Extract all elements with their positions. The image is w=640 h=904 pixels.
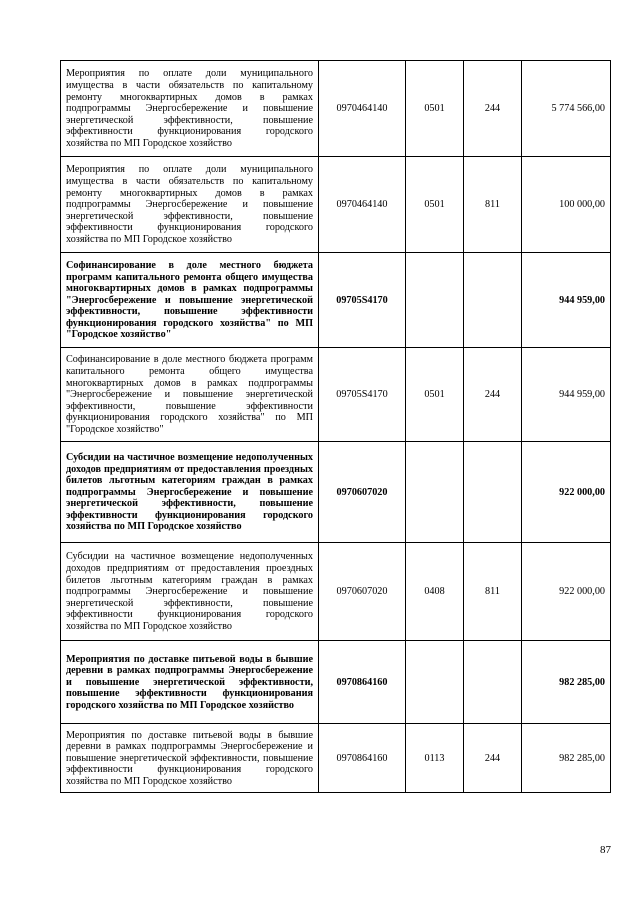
table-row <box>61 61 611 157</box>
expense-type-cell: 244 <box>464 348 522 442</box>
section-code-cell <box>406 641 464 724</box>
table-row <box>61 253 611 348</box>
target-code-cell: 0970864160 <box>319 724 406 793</box>
section-code-cell: 0501 <box>406 61 464 157</box>
expense-name-cell: Мероприятия по оплате доли муниципального имущества в части обязательств по капитальному ремонту многоквартирных домов в рамках подпрограммы Энергосбережение и повышение энергетической эффективности, повышение эффективности функционирования городского хозяйства по МП Городское хозяйство <box>61 61 319 157</box>
target-code-cell: 0970464140 <box>319 61 406 157</box>
page-number: 87 <box>600 844 611 856</box>
expense-name-cell: Софинансирование в доле местного бюджета программ капитального ремонта общего имущества многоквартирных домов в рамках подпрограммы "Энергосбережение и повышение энергетической эффективности, повышение эффективности функционирования городского хозяйства" по МП "Городское хозяйство" <box>61 348 319 442</box>
expense-type-cell: 244 <box>464 724 522 793</box>
expense-name-cell: Мероприятия по доставке питьевой воды в бывшие деревни в рамках подпрограммы Энергосбережение и повышение энергетической эффективности, повышение эффективности функционирования городского хозяйства по МП Городское хозяйство <box>61 724 319 793</box>
target-code-cell: 0970464140 <box>319 157 406 253</box>
section-code-cell: 0408 <box>406 543 464 641</box>
table-row <box>61 724 611 793</box>
expense-name-cell: Субсидии на частичное возмещение недополученных доходов предприятиям от предоставления проездных билетов льготным категориям граждан в рамках подпрограммы Энергосбережение и повышение энергетической эффективности, повышение эффективности функционирования городского хозяйства по МП Городское хозяйство <box>61 442 319 543</box>
amount-cell: 5 774 566,00 <box>522 61 611 157</box>
expense-type-cell: 811 <box>464 157 522 253</box>
table-row <box>61 543 611 641</box>
expense-name-cell: Мероприятия по доставке питьевой воды в бывшие деревни в рамках подпрограммы Энергосбережение и повышение энергетической эффективности, повышение эффективности функционирования городского хозяйства по МП Городское хозяйство <box>61 641 319 724</box>
expense-type-cell <box>464 253 522 348</box>
section-code-cell <box>406 253 464 348</box>
expense-name-cell: Мероприятия по оплате доли муниципального имущества в части обязательств по капитальному ремонту многоквартирных домов в рамках подпрограммы Энергосбережение и повышение энергетической эффективности, повышение эффективности функционирования городского хозяйства по МП Городское хозяйство <box>61 157 319 253</box>
table-row <box>61 442 611 543</box>
target-code-cell: 0970607020 <box>319 543 406 641</box>
section-code-cell: 0501 <box>406 348 464 442</box>
section-code-cell: 0113 <box>406 724 464 793</box>
section-code-cell <box>406 442 464 543</box>
section-code-cell: 0501 <box>406 157 464 253</box>
target-code-cell: 0970607020 <box>319 442 406 543</box>
expense-name-cell: Софинансирование в доле местного бюджета программ капитального ремонта общего имущества многоквартирных домов в рамках подпрограммы "Энергосбережение и повышение энергетической эффективности, повышение эффективности функционирования городского хозяйства" по МП "Городское хозяйство" <box>61 253 319 348</box>
expense-name-cell: Субсидии на частичное возмещение недополученных доходов предприятиям от предоставления проездных билетов льготным категориям граждан в рамках подпрограммы Энергосбережение и повышение энергетической эффективности, повышение эффективности функционирования городского хозяйства по МП Городское хозяйство <box>61 543 319 641</box>
amount-cell: 922 000,00 <box>522 543 611 641</box>
expense-type-cell: 244 <box>464 61 522 157</box>
amount-cell: 922 000,00 <box>522 442 611 543</box>
table-row <box>61 348 611 442</box>
amount-cell: 982 285,00 <box>522 724 611 793</box>
amount-cell: 944 959,00 <box>522 348 611 442</box>
target-code-cell: 0970864160 <box>319 641 406 724</box>
target-code-cell: 09705S4170 <box>319 348 406 442</box>
budget-table-body <box>61 61 611 793</box>
table-row <box>61 157 611 253</box>
budget-table <box>60 60 611 793</box>
expense-type-cell <box>464 641 522 724</box>
amount-cell: 944 959,00 <box>522 253 611 348</box>
amount-cell: 100 000,00 <box>522 157 611 253</box>
target-code-cell: 09705S4170 <box>319 253 406 348</box>
amount-cell: 982 285,00 <box>522 641 611 724</box>
expense-type-cell: 811 <box>464 543 522 641</box>
table-row <box>61 641 611 724</box>
expense-type-cell <box>464 442 522 543</box>
